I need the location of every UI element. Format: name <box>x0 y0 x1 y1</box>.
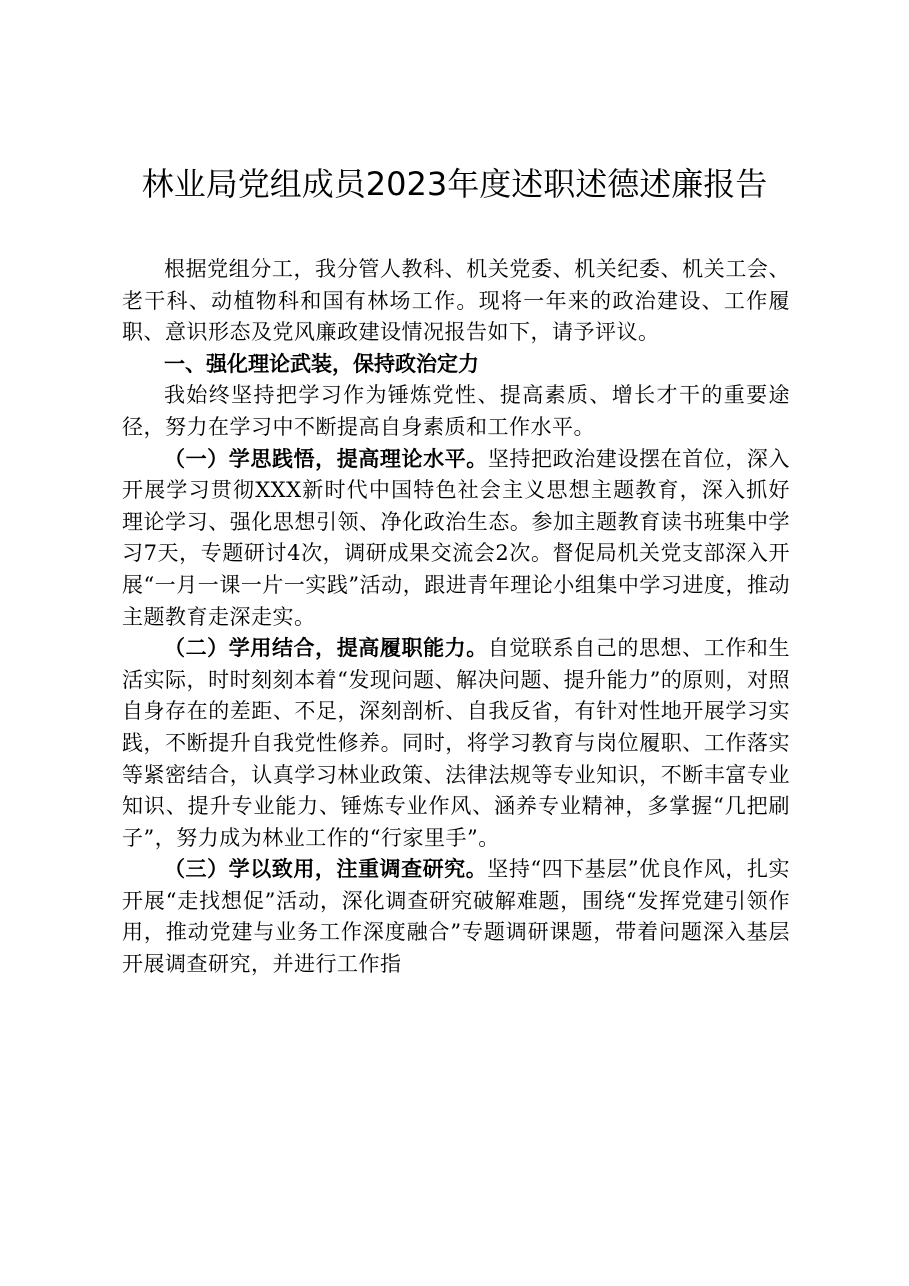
section-heading: 一、强化理论武装，保持政治定力 <box>164 351 479 376</box>
item-lead: （一）学思践悟，提高理论水平。 <box>164 446 488 471</box>
item-lead: （二）学用结合，提高履职能力。 <box>164 636 488 661</box>
item-text: 坚持“四下基层”优良作风，扎实开展“走找想促”活动，深化调查研究破解难题，围绕“发挥党建引领作用，推动党建与业务工作深度融合”专题调研课题，带着问题深入基层开展调查研究，并进行工作指 <box>122 857 790 977</box>
item-paragraph-2 <box>122 633 790 854</box>
item-text: 坚持把政治建设摆在首位，深入开展学习贯彻XXX新时代中国特色社会主义思想主题教育，深入抓好理论学习、强化思想引领、净化政治生态。参加主题教育读书班集中学习7天，专题研讨4次，调研成果交流会2次。督促局机关党支部深入开展“一月一课一片一实践”活动，跟进青年理论小组集中学习进度，推动主题教育走深走实。 <box>122 446 791 629</box>
item-lead: （三）学以致用，注重调查研究。 <box>164 857 488 882</box>
document-title: 林业局党组成员2023年度述职述德述廉报告 <box>141 165 768 203</box>
item-paragraph-1 <box>122 444 790 634</box>
item-paragraph-3 <box>122 854 790 980</box>
item-text: 自觉联系自己的思想、工作和生活实际，时时刻刻本着“发现问题、解决问题、提升能力”的原则，对照自身存在的差距、不足，深刻剖析、自我反省，有针对性地开展学习实践，不断提升自我党性修养。同时，将学习教育与岗位履职、工作落实等紧密结合，认真学习林业政策、法律法规等专业知识，不断丰富专业知识、提升专业能力、锤炼专业作风、涵养专业精神，多掌握“几把刷子”，努力成为林业工作的“行家里手”。 <box>122 636 791 850</box>
section-intro-paragraph: 我始终坚持把学习作为锤炼党性、提高素质、增长才干的重要途径，努力在学习中不断提高自身素质和工作水平。 <box>122 383 790 439</box>
intro-paragraph: 根据党组分工，我分管人教科、机关党委、机关纪委、机关工会、老干科、动植物科和国有林场工作。现将一年来的政治建设、工作履职、意识形态及党风廉政建设情况报告如下，请予评议。 <box>122 257 790 345</box>
document-body <box>122 254 790 981</box>
